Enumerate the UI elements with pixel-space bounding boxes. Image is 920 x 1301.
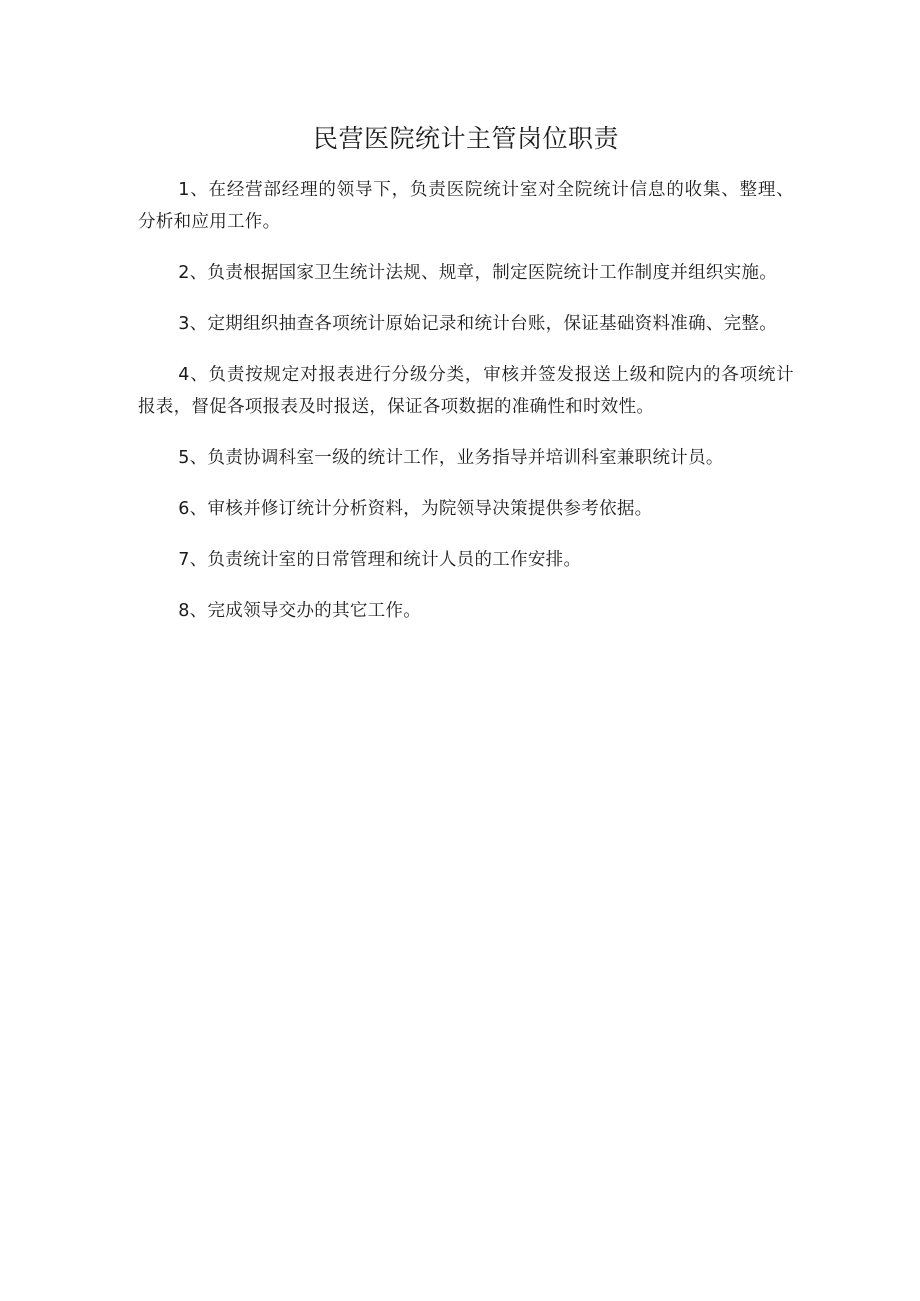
duty-item-7: 7、负责统计室的日常管理和统计人员的工作安排。 (178, 550, 582, 570)
duty-item-3: 3、定期组织抽查各项统计原始记录和统计台账，保证基础资料准确、完整。 (178, 314, 778, 334)
duty-item-4: 4、负责按规定对报表进行分级分类，审核并签发报送上级和院内的各项统计报表，督促各项报表及时报送，保证各项数据的准确性和时效性。 (138, 365, 794, 417)
duty-item-5: 5、负责协调科室一级的统计工作，业务指导并培训科室兼职统计员。 (178, 448, 724, 468)
duty-item-8: 8、完成领导交办的其它工作。 (178, 601, 422, 621)
duty-item-6: 6、审核并修订统计分析资料，为院领导决策提供参考依据。 (178, 499, 653, 519)
duty-item-2: 2、负责根据国家卫生统计法规、规章，制定医院统计工作制度并组织实施。 (178, 263, 778, 283)
duty-list (138, 174, 794, 627)
duty-item-1: 1、在经营部经理的领导下，负责医院统计室对全院统计信息的收集、整理、分析和应用工作。 (138, 180, 794, 232)
document-title: 民营医院统计主管岗位职责 (312, 124, 619, 153)
